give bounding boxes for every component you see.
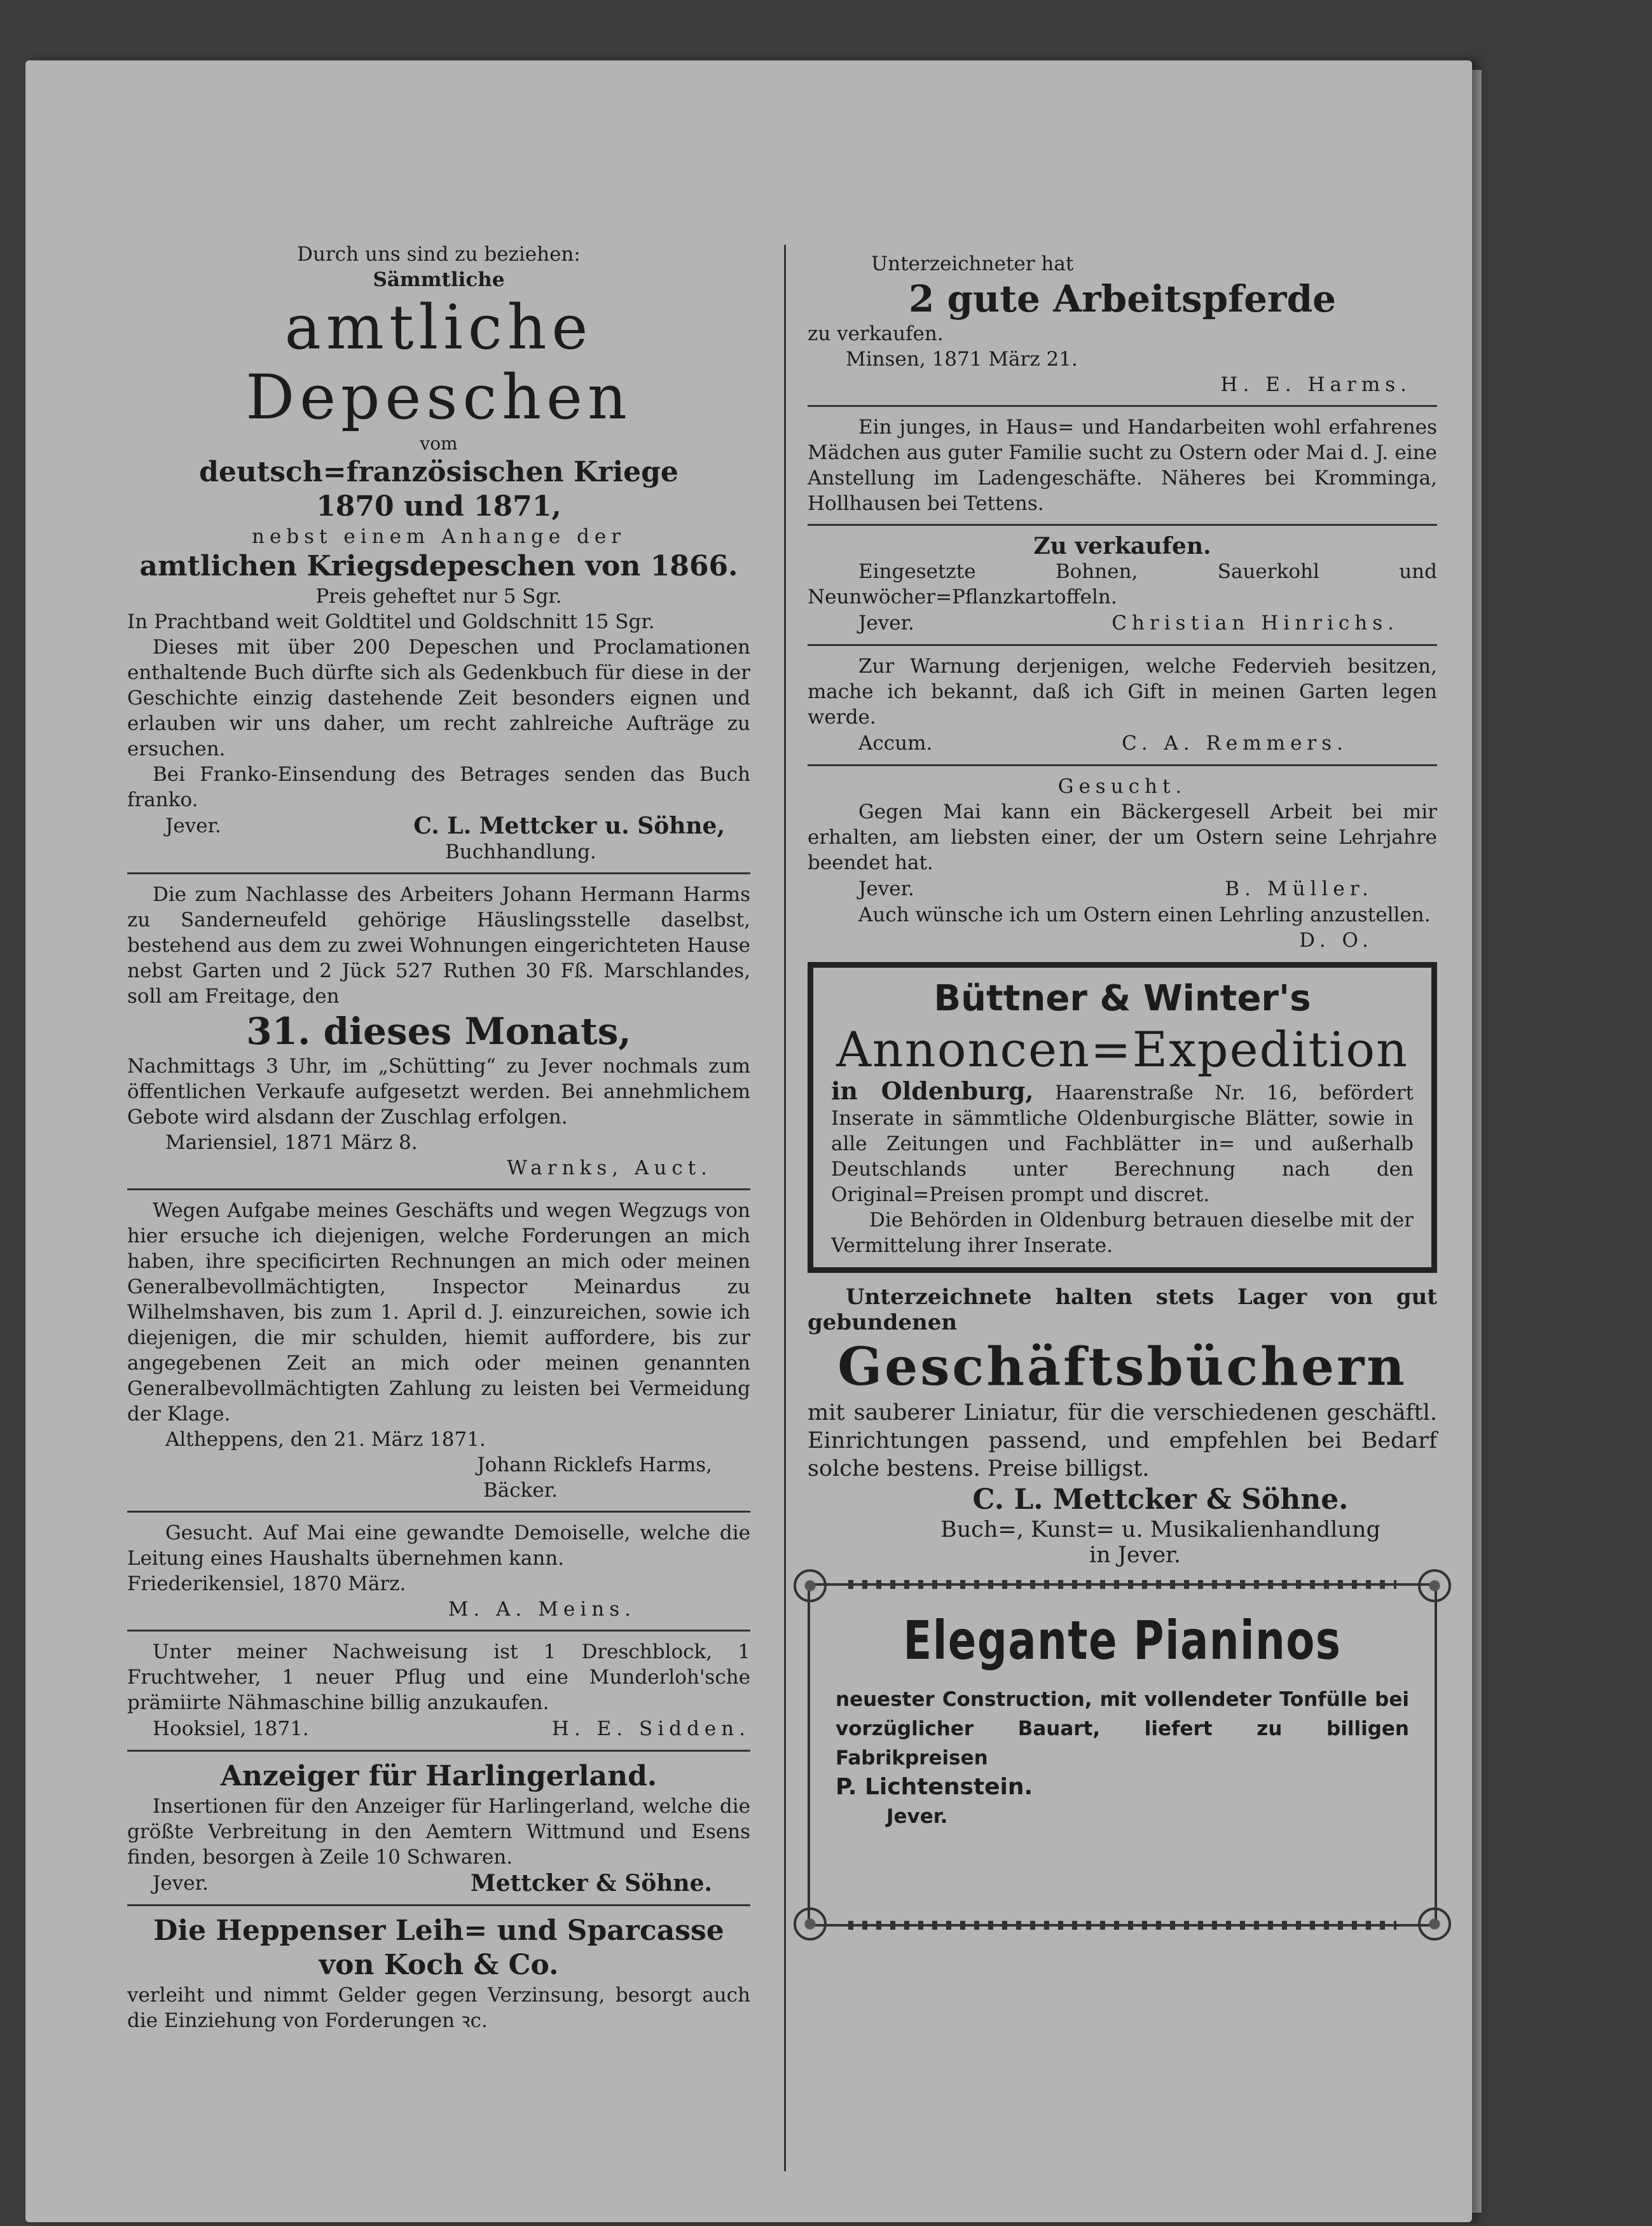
ad-headline: amtliche Depeschen <box>245 292 632 433</box>
ad-headline: Geschäftsbüchern <box>837 1336 1407 1398</box>
signature-sub: in Jever. <box>1089 1542 1181 1568</box>
ad-subheadline: amtlichen Kriegsdepeschen von 1866. <box>139 550 738 582</box>
ad-headline: Anzeiger für Harlingerland. <box>220 1760 657 1792</box>
signature-sub: Buch=, Kunst= u. Musikalienhandlung <box>940 1517 1380 1542</box>
ornament-icon <box>794 1907 827 1941</box>
ornament-icon <box>1418 1569 1451 1602</box>
signature: C. A. Remmers. <box>1122 732 1348 755</box>
ad-body: Gesucht. Auf Mai eine gewandte Demoiselle, welche die Leitung eines Haushalts übernehmen kann. <box>127 1522 750 1570</box>
ad-body: neuester Construction, mit vollendeter Tonfülle bei vorzüglicher Bauart, liefert zu billigen Fabrikpreisen <box>836 1688 1409 1769</box>
signature-row <box>808 876 1437 902</box>
ornament-border <box>848 1580 1396 1589</box>
ad-haeuslingsstelle <box>127 882 750 1181</box>
divider <box>127 1188 750 1190</box>
ad-body: Zur Warnung derjenigen, welche Federvieh besitzen, mache ich bekannt, daß ich Gift in meinen Garten legen werde. <box>808 655 1437 729</box>
place: Friederikensiel, 1870 März. <box>127 1572 406 1595</box>
divider <box>127 1750 750 1752</box>
ad-geschaeftsbuecher <box>808 1284 1437 1568</box>
ad-line: Unterzeichnete halten stets Lager von gut gebundenen <box>808 1284 1437 1335</box>
signature: P. Lichtenstein. <box>836 1774 1033 1800</box>
signature: C. L. Mettcker u. Söhne, <box>413 813 725 839</box>
ad-body-text: Haarenstraße Nr. 16, befördert Inserate in sämmtliche Oldenburgische Blätter, sowie in alle Zeitungen und Fachblätter in= und außerhalb Deutschlands unter Berechnung nach den Original=Preisen prompt und discret. <box>831 1082 1414 1206</box>
ad-body: Die Behörden in Oldenburg betrauen dieselbe mit der Vermittelung ihrer Inserate. <box>831 1209 1414 1257</box>
signature: Christian Hinrichs. <box>1112 612 1399 635</box>
ad-line: Sämmtliche <box>373 268 505 291</box>
ad-line: nebst einem Anhange der <box>251 525 626 548</box>
ad-body: Bei Franko-Einsendung des Betrages senden das Buch franko. <box>127 763 750 811</box>
signature-sub: Bäcker. <box>483 1479 558 1502</box>
place: Altheppens, den 21. März 1871. <box>165 1428 486 1451</box>
ad-headline: Die Heppenser Leih= und Sparcasse <box>153 1914 724 1947</box>
ad-headline: Zu verkaufen. <box>1033 533 1211 560</box>
place: Jever. <box>858 877 914 900</box>
divider <box>127 1904 750 1906</box>
ad-body: Die zum Nachlasse des Arbeiters Johann Hermann Harms zu Sanderneufeld gehörige Häuslingsstelle daselbst, bestehend aus dem zu zwei Wohnungen eingerichteten Hause nebst Garten und 2 Jück 527 Ruthen 30 Fß. Marschlandes, soll am Freitage, den <box>127 883 750 1008</box>
ornament-icon <box>794 1569 827 1602</box>
ad-body: Dieses mit über 200 Depeschen und Proclamationen enthaltende Buch dürfte sich als Gedenkbuch für diese in der Geschichte einzig dastehende Zeit besonders eignen und erlauben wir uns daher, um recht zahlreiche Aufträge zu ersuchen. <box>127 636 750 760</box>
ad-line: vom <box>420 433 458 454</box>
background-edge <box>1463 0 1652 2226</box>
ad-gesucht-demoiselle <box>127 1520 750 1622</box>
signature: B. Müller. <box>1225 877 1373 900</box>
ad-line: In Prachtband weit Goldtitel und Goldschnitt 15 Sgr. <box>127 610 655 633</box>
ad-body: Auch wünsche ich um Ostern einen Lehrling anzustellen. <box>858 903 1431 926</box>
ad-arbeitspferde <box>808 251 1437 397</box>
divider <box>127 1511 750 1513</box>
ad-headline: von Koch & Co. <box>319 1949 559 1981</box>
divider <box>808 524 1437 526</box>
signature-row <box>808 730 1437 757</box>
signature-row <box>127 1870 750 1897</box>
ad-pianinos <box>808 1583 1437 1927</box>
place: Jever. <box>153 1872 209 1895</box>
left-column <box>127 242 750 2033</box>
place: Jever. <box>886 1805 948 1828</box>
ad-body <box>831 1078 1414 1207</box>
column-divider <box>784 245 786 2171</box>
ad-lead: in Oldenburg, <box>831 1076 1034 1105</box>
ad-headline: Annoncen=Expedition <box>836 1021 1409 1078</box>
ornament-icon <box>1418 1907 1451 1941</box>
ad-headline: 2 gute Arbeitspferde <box>908 277 1337 320</box>
signature: C. L. Mettcker & Söhne. <box>972 1483 1349 1516</box>
divider <box>808 764 1437 766</box>
ornament-border <box>848 1921 1396 1930</box>
place: Accum. <box>858 732 933 755</box>
signature: D. O. <box>1299 929 1373 952</box>
signature-row <box>127 1715 750 1742</box>
divider <box>808 644 1437 646</box>
ad-geschaeftsaufgabe <box>127 1198 750 1503</box>
ad-dreschblock <box>127 1639 750 1742</box>
ad-headline: Büttner & Winter's <box>933 978 1311 1019</box>
signature: H. E. Sidden. <box>551 1717 750 1740</box>
place: Hooksiel, 1871. <box>153 1717 309 1740</box>
ad-subheadline: 1870 und 1871, <box>316 490 561 523</box>
ad-body: Unter meiner Nachweisung ist 1 Dreschblock, 1 Fruchtweher, 1 neuer Pflug und eine Munderloh'sche prämiirte Nähmaschine billig anzukaufen. <box>127 1640 750 1714</box>
ad-anzeiger-harlingerland <box>127 1759 750 1897</box>
ad-sparcasse <box>127 1914 750 2033</box>
place: Minsen, 1871 März 21. <box>846 348 1078 371</box>
ad-headline: Elegante Pianinos <box>903 1609 1342 1672</box>
ad-line: Unterzeichneter hat <box>871 252 1074 275</box>
ad-maedchen <box>808 415 1437 516</box>
signature-row <box>808 610 1437 636</box>
signature-row <box>127 813 750 839</box>
newspaper-page <box>25 60 1472 2222</box>
divider <box>127 872 750 874</box>
signature: Mettcker & Söhne. <box>470 1870 712 1897</box>
ad-zu-verkaufen <box>808 533 1437 636</box>
ad-body: Ein junges, in Haus= und Handarbeiten wohl erfahrenes Mädchen aus guter Familie sucht zu Ostern oder Mai d. J. eine Anstellung im Ladengeschäfte. Näheres bei Kromminga, Hollhausen bei Tettens. <box>808 416 1437 515</box>
signature: H. E. Harms. <box>1220 373 1412 396</box>
ad-annoncen-expedition <box>808 962 1437 1273</box>
place: Mariensiel, 1871 März 8. <box>165 1131 418 1154</box>
signature: Johann Ricklefs Harms, <box>477 1453 712 1476</box>
ad-line: Durch uns sind zu beziehen: <box>297 243 581 266</box>
divider <box>127 1630 750 1632</box>
right-column <box>808 251 1437 1927</box>
place: Jever. <box>858 612 914 635</box>
ad-headline: Gesucht. <box>1057 775 1187 798</box>
ad-baeckergesell <box>808 774 1437 953</box>
signature: M. A. Meins. <box>448 1598 636 1621</box>
ad-body: Eingesetzte Bohnen, Sauerkohl und Neunwöcher=Pflanzkartoffeln. <box>808 560 1437 608</box>
ad-depeschen <box>127 242 750 865</box>
ad-warnung <box>808 654 1437 757</box>
ad-headline: 31. dieses Monats, <box>246 1010 631 1053</box>
place: Jever. <box>165 814 221 837</box>
divider <box>808 405 1437 407</box>
ad-subheadline: deutsch=französischen Kriege <box>199 456 678 488</box>
ad-line: Preis geheftet nur 5 Sgr. <box>315 585 562 608</box>
signature-sub: Buchhandlung. <box>445 841 596 863</box>
ad-body: Nachmittags 3 Uhr, im „Schütting“ zu Jever nochmals zum öffentlichen Verkaufe aufgesetzt werden. Bei annehmlichem Gebote wird alsdann der Zuschlag erfolgen. <box>127 1055 750 1129</box>
ad-body: Wegen Aufgabe meines Geschäfts und wegen Wegzugs von hier ersuche ich diejenigen, welche Forderungen an mich haben, ihre specificirten Rechnungen an mich oder meinen Generalbevollmächtigten, Inspector Meinardus zu Wilhelmshaven, bis zum 1. April d. J. einzureichen, sowie ich diejenigen, die mir schulden, hiemit auffordere, bis zur angegebenen Zeit an mich oder meinen genannten Generalbevollmächtigten Zahlung zu leisten bei Vermeidung der Klage. <box>127 1199 750 1426</box>
signature: Warnks, Auct. <box>507 1157 712 1179</box>
ad-line: zu verkaufen. <box>808 322 944 345</box>
ad-body: mit sauberer Liniatur, für die verschiedenen geschäftl. Einrichtungen passend, und empfehlen bei Bedarf solche bestens. Preise billigst. <box>808 1400 1437 1481</box>
ad-body: verleiht und nimmt Gelder gegen Verzinsung, besorgt auch die Einziehung von Forderungen ꝛc. <box>127 1984 750 2032</box>
ad-body: Gegen Mai kann ein Bäckergesell Arbeit bei mir erhalten, am liebsten einer, der um Ostern seine Lehrjahre beendet hat. <box>808 800 1437 874</box>
ad-body: Insertionen für den Anzeiger für Harlingerland, welche die größte Verbreitung in den Aemtern Wittmund und Esens finden, besorgen à Zeile 10 Schwaren. <box>127 1795 750 1869</box>
